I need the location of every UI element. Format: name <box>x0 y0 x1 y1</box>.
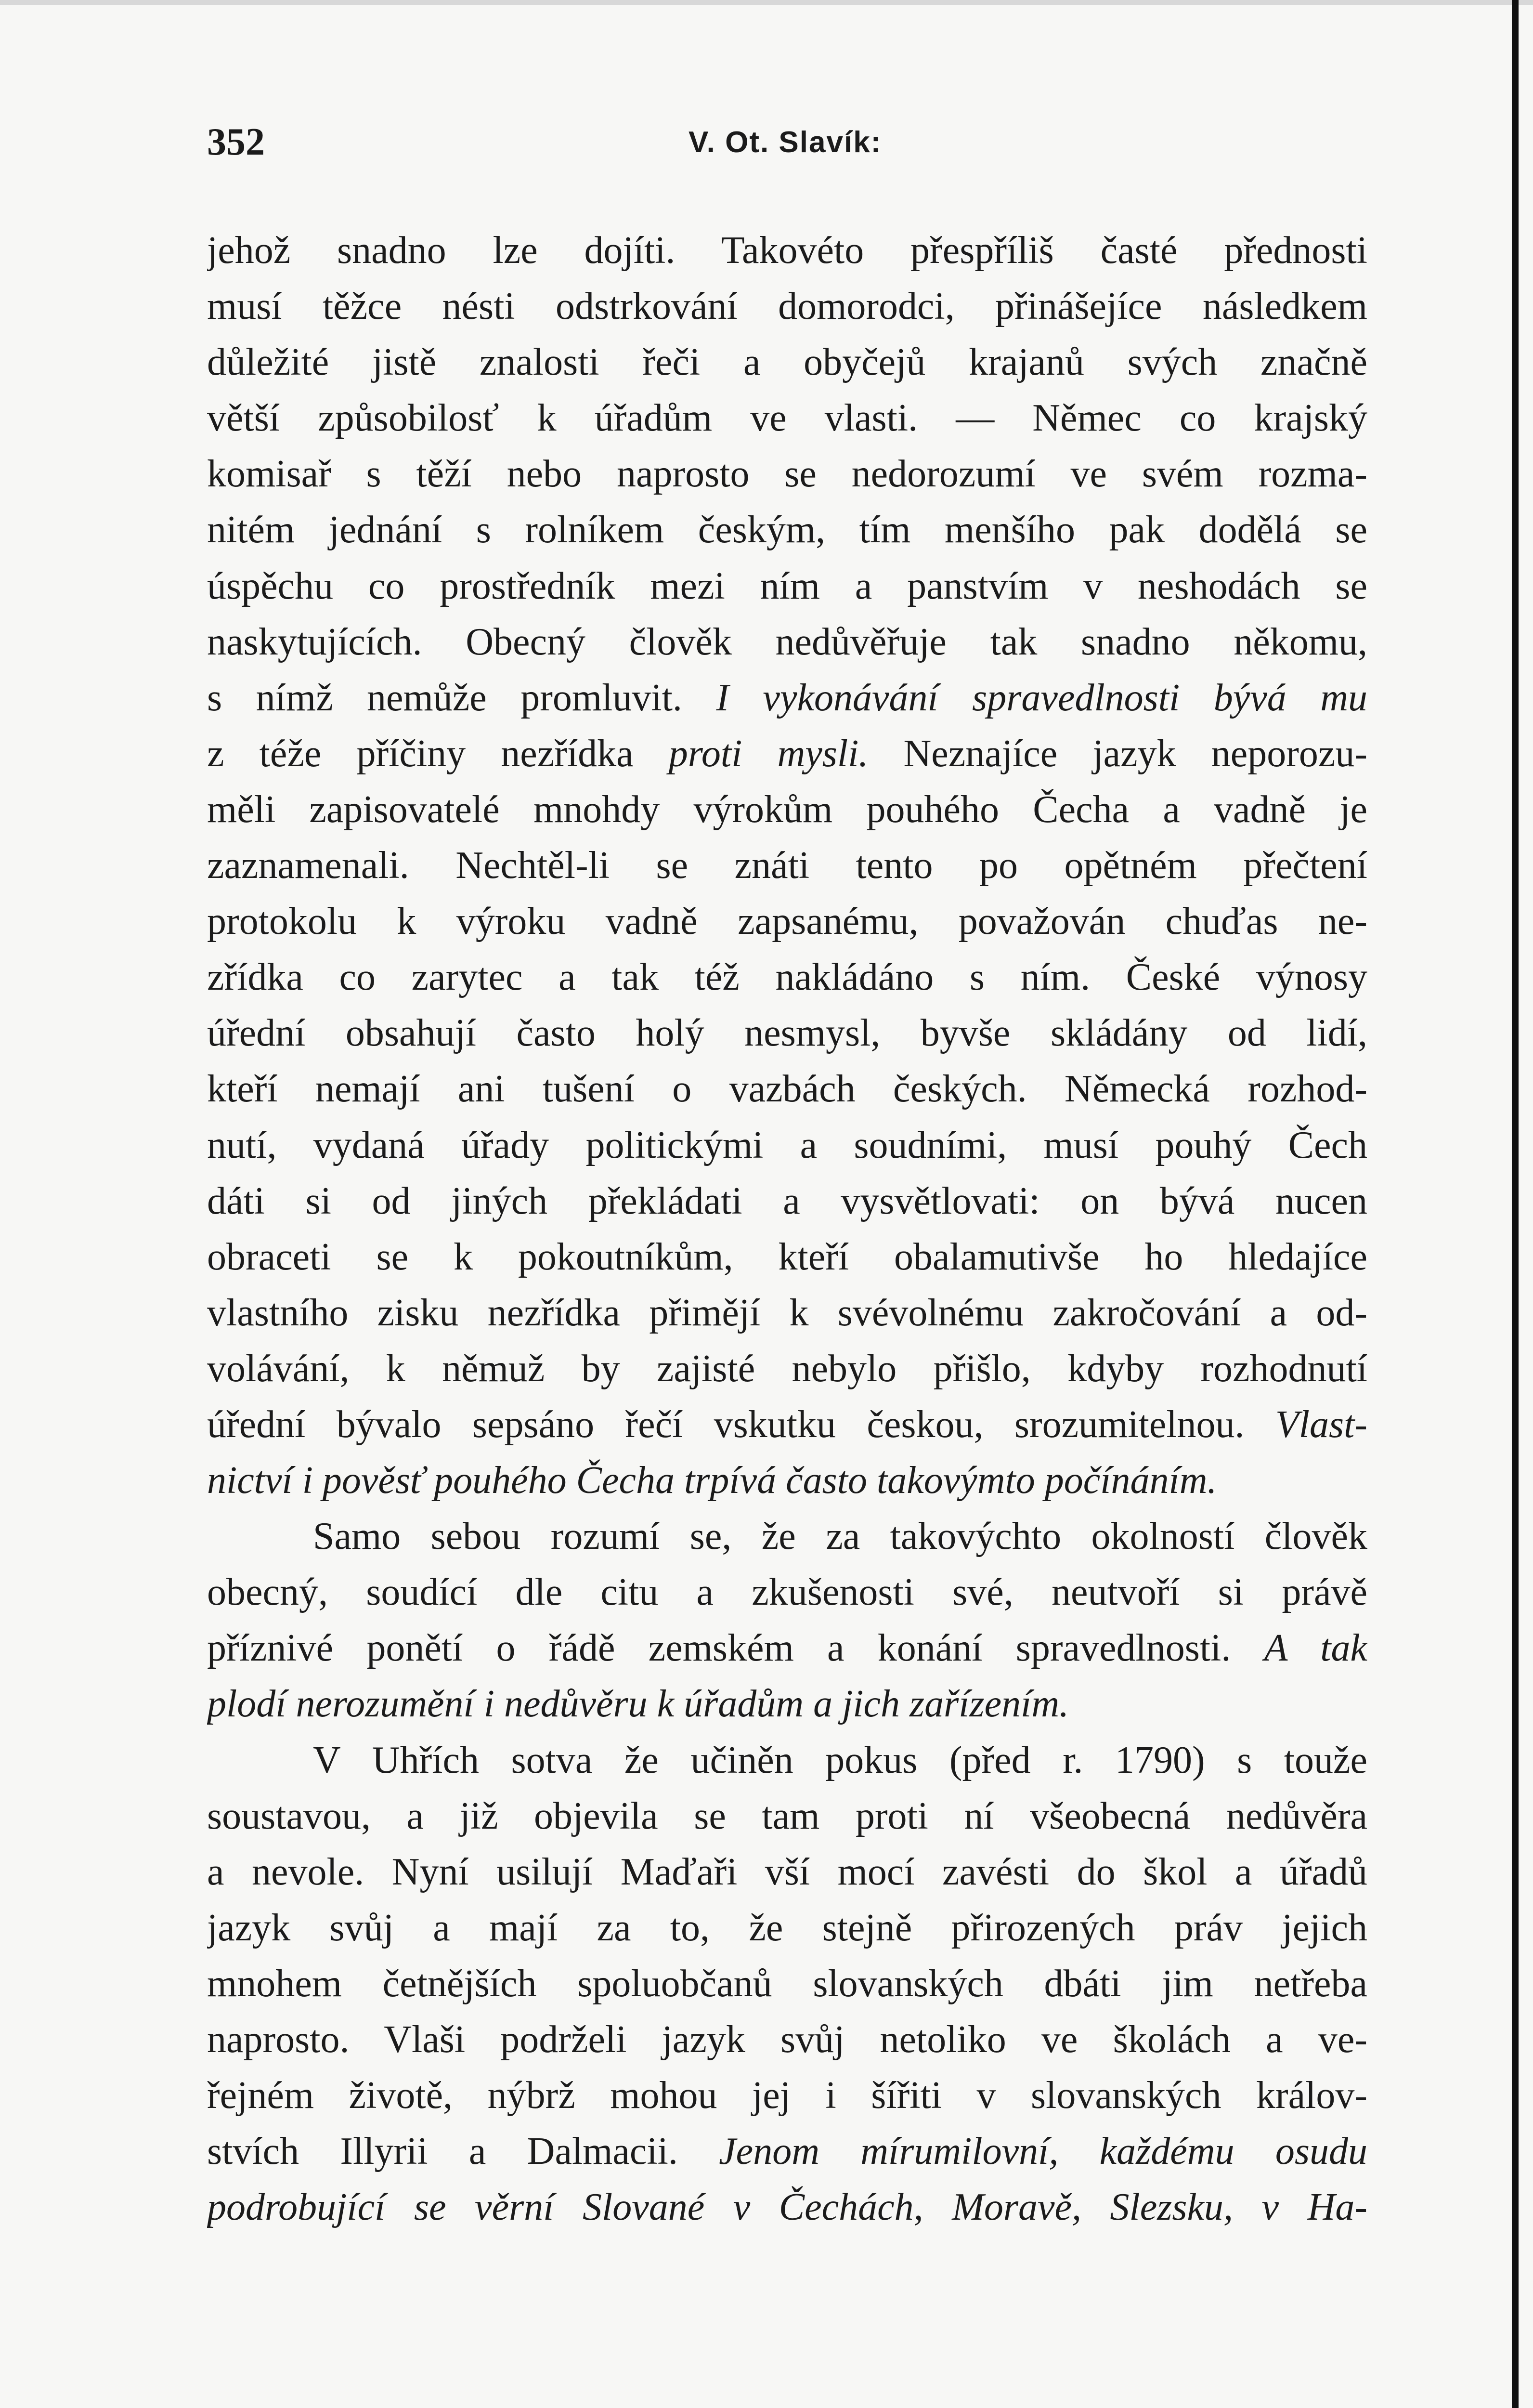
text-line <box>207 1732 1367 1788</box>
text-segment: z téže příčiny nezřídka <box>207 732 669 775</box>
italic-text-segment: Vlast- <box>1275 1403 1367 1446</box>
text-line <box>207 222 1367 278</box>
text-segment: nutí, vydaná úřady politickými a soudními, musí pouhý Čech <box>207 1124 1367 1166</box>
text-line <box>207 949 1367 1005</box>
scan-edge-right <box>1512 0 1519 2408</box>
text-segment: naskytujících. Obecný člověk nedůvěřuje tak snadno někomu, <box>207 620 1367 663</box>
text-line <box>207 1844 1367 1900</box>
text-line <box>207 726 1367 782</box>
text-segment: úspěchu co prostředník mezi ním a panstvím v neshodách se <box>207 564 1367 607</box>
text-segment: mnohem četnějších spoluobčanů slovanských dbáti jim netřeba <box>207 1962 1367 2005</box>
text-line <box>207 1508 1367 1564</box>
text-segment: jazyk svůj a mají za to, že stejně přirozených práv jejich <box>207 1906 1367 1949</box>
text-line <box>207 670 1367 726</box>
text-line <box>207 1061 1367 1117</box>
text-line <box>207 614 1367 670</box>
text-line <box>207 1453 1367 1508</box>
italic-text-segment: Jenom mírumilovní, každému osudu <box>719 2130 1367 2173</box>
text-segment: kteří nemají ani tušení o vazbách českých. Německá rozhod- <box>207 1068 1367 1111</box>
text-segment: stvích Illyrii a Dalmacii. <box>207 2130 719 2173</box>
text-line <box>207 1397 1367 1453</box>
text-segment: důležité jistě znalosti řeči a obyčejů krajanů svých značně <box>207 341 1367 384</box>
italic-text-segment: proti mysli. <box>668 732 869 775</box>
text-segment: V Uhřích sotva že učiněn pokus (před r. 1790) s touže <box>313 1739 1367 1781</box>
text-line <box>207 1173 1367 1229</box>
text-line <box>207 1900 1367 1956</box>
running-head: V. Ot. Slavík: <box>689 126 882 159</box>
text-line <box>207 1229 1367 1285</box>
body-text <box>207 222 1367 2235</box>
italic-text-segment: plodí nerozumění i nedůvěru k úřadům a jich zařízením. <box>207 1683 1069 1726</box>
page-number: 352 <box>207 121 265 163</box>
text-line <box>207 446 1367 502</box>
text-line <box>207 1117 1367 1173</box>
text-line <box>207 1956 1367 2012</box>
text-line <box>207 1676 1367 1732</box>
text-line <box>207 893 1367 949</box>
text-line <box>207 1788 1367 1844</box>
text-segment: volávání, k němuž by zajisté nebylo přišlo, kdyby rozhodnutí <box>207 1347 1367 1390</box>
text-segment: protokolu k výroku vadně zapsanému, považován chuďas ne- <box>207 900 1367 943</box>
text-segment: obecný, soudící dle citu a zkušenosti své, neutvoří si právě <box>207 1571 1367 1614</box>
text-segment: obraceti se k pokoutníkům, kteří obalamutivše ho hledajíce <box>207 1235 1367 1278</box>
text-line <box>207 2179 1367 2235</box>
text-segment: úřední bývalo sepsáno řečí vskutku českou, srozumitelnou. <box>207 1403 1275 1446</box>
text-segment: soustavou, a již objevila se tam proti ní všeobecná nedůvěra <box>207 1794 1367 1837</box>
scan-edge-top <box>0 0 1533 5</box>
italic-text-segment: A tak <box>1264 1627 1367 1670</box>
text-segment: zaznamenali. Nechtěl-li se znáti tento po opětném přečtení <box>207 844 1367 887</box>
text-line <box>207 838 1367 893</box>
text-line <box>207 1341 1367 1397</box>
text-line <box>207 502 1367 558</box>
text-segment: komisař s těží nebo naprosto se nedorozumí ve svém rozma- <box>207 453 1367 496</box>
page-header <box>207 116 1367 173</box>
text-segment: s nímž nemůže promluvit. <box>207 676 716 719</box>
text-segment: vlastního zisku nezřídka přimějí k svévolnému zakročování a od- <box>207 1291 1367 1334</box>
text-segment: větší způsobilosť k úřadům ve vlasti. — Němec co krajský <box>207 397 1367 440</box>
text-line <box>207 334 1367 390</box>
text-segment: musí těžce nésti odstrkování domorodci, přinášejíce následkem <box>207 285 1367 328</box>
text-line <box>207 2123 1367 2179</box>
text-segment: úřední obsahují často holý nesmysl, byvše skládány od lidí, <box>207 1012 1367 1055</box>
text-line <box>207 1564 1367 1620</box>
text-segment: Samo sebou rozumí se, že za takovýchto okolností člověk <box>313 1515 1367 1558</box>
text-segment: a nevole. Nyní usilují Maďaři vší mocí zavésti do škol a úřadů <box>207 1850 1367 1893</box>
text-line <box>207 1005 1367 1061</box>
text-segment: jehož snadno lze dojíti. Takovéto přespříliš časté přednosti <box>207 229 1367 272</box>
text-segment: naprosto. Vlaši podrželi jazyk svůj netoliko ve školách a ve- <box>207 2018 1367 2061</box>
text-segment: nitém jednání s rolníkem českým, tím menšího pak dodělá se <box>207 509 1367 551</box>
text-segment: příznivé ponětí o řádě zemském a konání spravedlnosti. <box>207 1627 1264 1670</box>
text-segment: řejném životě, nýbrž mohou jej i šířiti v slovanských králov- <box>207 2074 1367 2117</box>
text-line <box>207 278 1367 334</box>
italic-text-segment: podrobující se věrní Slované v Čechách, Moravě, Slezsku, v Ha- <box>207 2186 1367 2229</box>
text-line <box>207 390 1367 446</box>
text-line <box>207 2012 1367 2068</box>
text-line <box>207 1285 1367 1341</box>
italic-text-segment: nictví i pověsť pouhého Čecha trpívá často takovýmto počínáním. <box>207 1459 1217 1502</box>
text-line <box>207 558 1367 614</box>
text-segment: měli zapisovatelé mnohdy výrokům pouhého Čecha a vadně je <box>207 788 1367 831</box>
text-line <box>207 2068 1367 2123</box>
text-line <box>207 1620 1367 1676</box>
text-line <box>207 782 1367 838</box>
text-segment: Neznajíce jazyk neporozu- <box>868 732 1367 775</box>
italic-text-segment: I vykonávání spravedlnosti bývá mu <box>716 676 1367 719</box>
text-segment: zřídka co zarytec a tak též nakládáno s ním. České výnosy <box>207 956 1367 999</box>
text-segment: dáti si od jiných překládati a vysvětlovati: on bývá nucen <box>207 1179 1367 1222</box>
